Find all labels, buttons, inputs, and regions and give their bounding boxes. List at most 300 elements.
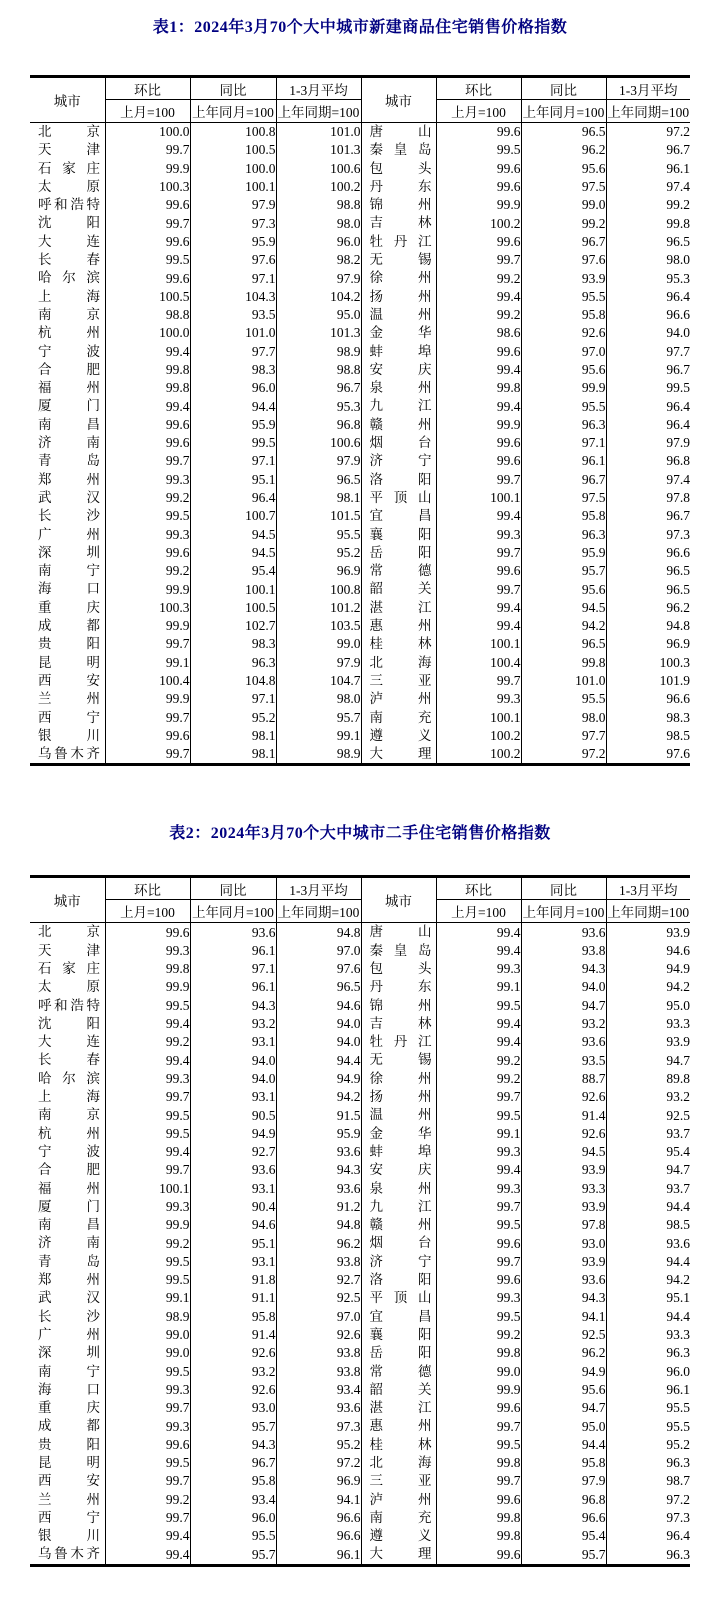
table-row	[30, 1417, 690, 1435]
value-cell: 95.5	[190, 1527, 276, 1545]
value-cell: 93.2	[521, 1015, 606, 1033]
value-cell: 93.9	[521, 1161, 606, 1179]
city-cell	[30, 1289, 105, 1307]
value-cell: 97.7	[190, 343, 276, 361]
city-cell	[361, 544, 436, 562]
value-cell: 97.7	[606, 343, 690, 361]
table-row	[30, 1344, 690, 1362]
city-cell	[30, 306, 105, 324]
city-cell	[361, 617, 436, 635]
city-cell	[361, 196, 436, 214]
city-cell	[30, 1491, 105, 1509]
table-row	[30, 251, 690, 269]
city-cell	[30, 978, 105, 996]
col-header-mom: 环比	[105, 77, 190, 100]
city-cell	[30, 1234, 105, 1252]
value-cell: 99.6	[436, 1399, 521, 1417]
city-cell	[361, 1363, 436, 1381]
city-cell	[361, 1472, 436, 1490]
city-name: 石 家 庄	[38, 160, 100, 176]
value-cell: 99.2	[436, 1326, 521, 1344]
value-cell: 98.9	[276, 343, 361, 361]
table1-header	[30, 77, 690, 123]
city-cell	[361, 1344, 436, 1362]
city-cell	[30, 123, 105, 142]
value-cell: 99.3	[436, 1143, 521, 1161]
value-cell: 99.5	[105, 251, 190, 269]
value-cell: 96.1	[190, 978, 276, 996]
value-cell: 94.4	[606, 1253, 690, 1271]
city-name: 南 昌	[38, 1217, 100, 1233]
value-cell: 100.3	[105, 599, 190, 617]
table-row	[30, 709, 690, 727]
city-cell	[30, 361, 105, 379]
value-cell: 95.3	[606, 269, 690, 287]
col-subheader-yoy: 上年同月=100	[190, 100, 276, 123]
new-home-price-table	[30, 75, 690, 766]
value-cell: 99.4	[436, 288, 521, 306]
value-cell: 96.3	[190, 654, 276, 672]
table-row	[30, 1216, 690, 1234]
table-row	[30, 1180, 690, 1198]
value-cell: 99.9	[105, 160, 190, 178]
city-cell	[361, 507, 436, 525]
value-cell: 94.7	[606, 1161, 690, 1179]
value-cell: 94.7	[606, 1051, 690, 1069]
city-name: 银 川	[38, 1528, 100, 1544]
city-name: 杭 州	[38, 1125, 100, 1141]
city-name: 徐 州	[369, 270, 432, 286]
city-cell	[30, 233, 105, 251]
value-cell: 96.0	[190, 379, 276, 397]
city-cell	[30, 1509, 105, 1527]
value-cell: 94.2	[276, 1088, 361, 1106]
value-cell: 95.1	[190, 1234, 276, 1252]
city-cell	[361, 397, 436, 415]
city-cell	[361, 214, 436, 232]
city-name: 沈 阳	[38, 1015, 100, 1031]
city-cell	[361, 1491, 436, 1509]
value-cell: 94.3	[190, 997, 276, 1015]
city-cell	[30, 178, 105, 196]
value-cell: 99.1	[436, 1125, 521, 1143]
city-cell	[30, 745, 105, 765]
city-cell	[30, 251, 105, 269]
value-cell: 101.0	[276, 123, 361, 142]
value-cell: 90.4	[190, 1198, 276, 1216]
value-cell: 96.3	[606, 1344, 690, 1362]
value-cell: 97.8	[606, 489, 690, 507]
table-row	[30, 1198, 690, 1216]
value-cell: 95.7	[521, 562, 606, 580]
table-row	[30, 397, 690, 415]
value-cell: 99.2	[521, 214, 606, 232]
city-cell	[361, 306, 436, 324]
value-cell: 99.7	[105, 1509, 190, 1527]
value-cell: 95.7	[276, 709, 361, 727]
city-cell	[361, 580, 436, 598]
value-cell: 96.0	[606, 1363, 690, 1381]
value-cell: 97.4	[606, 178, 690, 196]
value-cell: 94.9	[190, 1125, 276, 1143]
table-row	[30, 599, 690, 617]
city-name: 杭 州	[38, 325, 100, 341]
table-row	[30, 1472, 690, 1490]
value-cell: 99.6	[105, 923, 190, 942]
value-cell: 94.8	[276, 923, 361, 942]
value-cell: 97.6	[276, 960, 361, 978]
table2-title: 表2：2024年3月70个大中城市二手住宅销售价格指数	[169, 825, 551, 843]
table-row	[30, 544, 690, 562]
city-name: 北 海	[369, 1455, 432, 1470]
city-name: 重 庆	[38, 599, 100, 615]
value-cell: 93.8	[276, 1363, 361, 1381]
value-cell: 99.3	[105, 1070, 190, 1088]
value-cell: 99.9	[436, 416, 521, 434]
value-cell: 99.5	[436, 997, 521, 1015]
city-name: 徐 州	[369, 1070, 432, 1086]
city-name: 唐 山	[369, 124, 432, 139]
city-name: 韶 关	[369, 581, 432, 597]
city-cell	[30, 1033, 105, 1051]
value-cell: 96.5	[276, 471, 361, 489]
city-cell	[30, 635, 105, 653]
value-cell: 99.7	[105, 452, 190, 470]
city-name: 厦 门	[38, 1198, 100, 1214]
city-cell	[361, 1527, 436, 1545]
value-cell: 99.7	[436, 251, 521, 269]
city-name: 广 州	[38, 1326, 100, 1342]
value-cell: 99.5	[105, 1125, 190, 1143]
value-cell: 100.1	[190, 580, 276, 598]
value-cell: 95.7	[521, 1545, 606, 1565]
value-cell: 96.8	[606, 452, 690, 470]
value-cell: 99.4	[436, 617, 521, 635]
city-cell	[30, 997, 105, 1015]
value-cell: 95.7	[190, 1545, 276, 1565]
value-cell: 96.6	[276, 1509, 361, 1527]
city-name: 郑 州	[38, 471, 100, 487]
value-cell: 99.1	[105, 654, 190, 672]
city-cell	[361, 562, 436, 580]
table-row	[30, 1326, 690, 1344]
city-name: 宜 昌	[369, 508, 432, 524]
city-cell	[361, 1015, 436, 1033]
city-name: 韶 关	[369, 1381, 432, 1397]
value-cell: 94.5	[190, 544, 276, 562]
value-cell: 99.5	[105, 1253, 190, 1271]
city-name: 吉 林	[369, 1015, 432, 1031]
city-cell	[30, 324, 105, 342]
table-row	[30, 1161, 690, 1179]
city-name: 太 原	[38, 979, 100, 995]
value-cell: 95.9	[276, 1125, 361, 1143]
table-row	[30, 672, 690, 690]
value-cell: 90.5	[190, 1106, 276, 1124]
value-cell: 93.9	[606, 1033, 690, 1051]
city-cell	[361, 1180, 436, 1198]
value-cell: 99.4	[436, 1015, 521, 1033]
city-name: 无 锡	[369, 1052, 432, 1068]
city-cell	[30, 1015, 105, 1033]
col-subheader-mom: 上月=100	[436, 100, 521, 123]
table-row	[30, 214, 690, 232]
value-cell: 99.7	[436, 1088, 521, 1106]
value-cell: 99.4	[105, 1527, 190, 1545]
value-cell: 93.6	[276, 1143, 361, 1161]
city-name: 长 春	[38, 252, 100, 268]
value-cell: 97.0	[521, 343, 606, 361]
city-cell	[30, 397, 105, 415]
city-name: 厦 门	[38, 398, 100, 414]
col-header-mom: 环比	[436, 77, 521, 100]
city-cell	[30, 507, 105, 525]
value-cell: 99.5	[105, 507, 190, 525]
value-cell: 96.5	[606, 233, 690, 251]
city-name: 锦 州	[369, 197, 432, 213]
value-cell: 98.5	[606, 1216, 690, 1234]
city-name: 大 理	[369, 1546, 432, 1562]
value-cell: 100.2	[436, 727, 521, 745]
value-cell: 96.7	[606, 361, 690, 379]
city-name: 蚌 埠	[369, 1143, 432, 1159]
value-cell: 93.2	[190, 1363, 276, 1381]
table-row	[30, 452, 690, 470]
value-cell: 100.2	[276, 178, 361, 196]
table-row	[30, 1308, 690, 1326]
table-row	[30, 1015, 690, 1033]
value-cell: 93.4	[190, 1491, 276, 1509]
city-name: 乌 鲁 木 齐	[38, 1546, 100, 1562]
value-cell: 96.7	[521, 471, 606, 489]
value-cell: 99.9	[436, 1381, 521, 1399]
city-cell	[361, 727, 436, 745]
city-name: 惠 州	[369, 618, 432, 634]
col-header-city: 城市	[30, 77, 105, 123]
city-cell	[361, 123, 436, 142]
city-name: 成 都	[38, 1418, 100, 1434]
city-cell	[361, 1216, 436, 1234]
value-cell: 94.3	[190, 1436, 276, 1454]
value-cell: 95.4	[606, 1143, 690, 1161]
value-cell: 99.5	[105, 1106, 190, 1124]
value-cell: 99.9	[105, 580, 190, 598]
value-cell: 100.8	[190, 123, 276, 142]
city-name: 赣 州	[369, 416, 432, 432]
city-name: 广 州	[38, 526, 100, 542]
value-cell: 99.9	[436, 196, 521, 214]
value-cell: 92.5	[521, 1326, 606, 1344]
value-cell: 96.7	[276, 379, 361, 397]
value-cell: 99.5	[606, 379, 690, 397]
value-cell: 96.3	[606, 1545, 690, 1565]
city-name: 长 沙	[38, 508, 100, 524]
value-cell: 100.5	[105, 288, 190, 306]
city-name: 深 圳	[38, 1345, 100, 1361]
value-cell: 100.1	[190, 178, 276, 196]
table-row	[30, 269, 690, 287]
value-cell: 99.4	[105, 1545, 190, 1565]
value-cell: 96.1	[606, 1381, 690, 1399]
city-cell	[30, 1106, 105, 1124]
value-cell: 99.6	[105, 544, 190, 562]
city-name: 天 津	[38, 942, 100, 958]
value-cell: 97.2	[606, 123, 690, 142]
city-cell	[30, 727, 105, 745]
city-cell	[361, 324, 436, 342]
city-cell	[30, 690, 105, 708]
value-cell: 99.2	[606, 196, 690, 214]
city-name: 岳 阳	[369, 1345, 432, 1361]
city-name: 北 京	[38, 124, 100, 139]
city-cell	[361, 471, 436, 489]
col-header-avg: 1-3月平均	[606, 77, 690, 100]
value-cell: 97.3	[606, 1509, 690, 1527]
value-cell: 99.6	[436, 123, 521, 142]
value-cell: 99.0	[276, 635, 361, 653]
table-row	[30, 617, 690, 635]
value-cell: 99.7	[105, 1399, 190, 1417]
city-name: 贵 阳	[38, 636, 100, 652]
value-cell: 99.6	[436, 160, 521, 178]
city-name: 武 汉	[38, 489, 100, 505]
city-cell	[361, 1234, 436, 1252]
city-cell	[361, 1326, 436, 1344]
value-cell: 94.9	[521, 1363, 606, 1381]
value-cell: 98.8	[105, 306, 190, 324]
city-cell	[30, 1143, 105, 1161]
table-row	[30, 343, 690, 361]
table-row	[30, 690, 690, 708]
value-cell: 96.2	[276, 1234, 361, 1252]
city-cell	[30, 379, 105, 397]
city-cell	[361, 1454, 436, 1472]
city-name: 太 原	[38, 178, 100, 194]
city-name: 成 都	[38, 618, 100, 634]
value-cell: 92.5	[606, 1106, 690, 1124]
city-cell	[30, 434, 105, 452]
city-name: 郑 州	[38, 1272, 100, 1288]
city-cell	[30, 1436, 105, 1454]
city-name: 安 庆	[369, 361, 432, 377]
table-row	[30, 416, 690, 434]
city-name: 包 头	[369, 960, 432, 976]
value-cell: 99.1	[105, 1289, 190, 1307]
value-cell: 99.2	[436, 269, 521, 287]
value-cell: 99.3	[436, 690, 521, 708]
value-cell: 99.7	[105, 141, 190, 159]
col-subheader-mom: 上月=100	[436, 900, 521, 923]
col-header-avg: 1-3月平均	[276, 877, 361, 900]
value-cell: 93.0	[521, 1234, 606, 1252]
value-cell: 94.3	[521, 1289, 606, 1307]
city-name: 宁 波	[38, 343, 100, 359]
value-cell: 99.6	[105, 269, 190, 287]
city-name: 宁 波	[38, 1143, 100, 1159]
value-cell: 94.4	[276, 1051, 361, 1069]
value-cell: 95.9	[521, 544, 606, 562]
city-cell	[30, 1180, 105, 1198]
city-name: 兰 州	[38, 691, 100, 707]
value-cell: 95.5	[521, 397, 606, 415]
table-row	[30, 471, 690, 489]
value-cell: 98.0	[276, 690, 361, 708]
value-cell: 92.6	[190, 1381, 276, 1399]
value-cell: 100.3	[105, 178, 190, 196]
table2-header	[30, 877, 690, 923]
value-cell: 94.8	[606, 617, 690, 635]
city-cell	[361, 1545, 436, 1565]
value-cell: 99.6	[105, 416, 190, 434]
value-cell: 99.3	[436, 960, 521, 978]
city-cell	[361, 1106, 436, 1124]
city-name: 上 海	[38, 288, 100, 304]
city-name: 金 华	[369, 1125, 432, 1141]
city-cell	[30, 942, 105, 960]
value-cell: 93.6	[190, 923, 276, 942]
value-cell: 94.4	[521, 1436, 606, 1454]
value-cell: 99.9	[105, 978, 190, 996]
value-cell: 95.8	[190, 1472, 276, 1490]
value-cell: 96.6	[606, 544, 690, 562]
value-cell: 95.4	[190, 562, 276, 580]
city-name: 西 宁	[38, 709, 100, 725]
value-cell: 95.1	[190, 471, 276, 489]
value-cell: 99.0	[105, 1326, 190, 1344]
value-cell: 99.8	[521, 654, 606, 672]
table-row	[30, 562, 690, 580]
value-cell: 99.2	[436, 1051, 521, 1069]
value-cell: 96.2	[606, 599, 690, 617]
city-name: 西 宁	[38, 1509, 100, 1525]
value-cell: 100.1	[436, 489, 521, 507]
city-name: 西 安	[38, 672, 100, 688]
value-cell: 96.3	[606, 1454, 690, 1472]
city-name: 湛 江	[369, 599, 432, 615]
value-cell: 96.2	[521, 141, 606, 159]
city-cell	[361, 233, 436, 251]
city-cell	[361, 1308, 436, 1326]
value-cell: 95.6	[521, 361, 606, 379]
city-name: 泸 州	[369, 1491, 432, 1507]
value-cell: 93.1	[190, 1033, 276, 1051]
city-cell	[361, 599, 436, 617]
value-cell: 92.6	[521, 1088, 606, 1106]
table-row	[30, 306, 690, 324]
value-cell: 99.9	[105, 690, 190, 708]
city-name: 烟 台	[369, 435, 432, 451]
value-cell: 96.3	[521, 526, 606, 544]
value-cell: 100.0	[105, 123, 190, 142]
value-cell: 94.8	[276, 1216, 361, 1234]
col-subheader-avg: 上年同期=100	[276, 100, 361, 123]
value-cell: 99.3	[105, 526, 190, 544]
value-cell: 99.7	[105, 635, 190, 653]
value-cell: 99.6	[105, 727, 190, 745]
city-name: 扬 州	[369, 288, 432, 304]
value-cell: 100.3	[606, 654, 690, 672]
value-cell: 99.4	[436, 1161, 521, 1179]
value-cell: 99.7	[436, 1417, 521, 1435]
city-name: 平 顶 山	[369, 1290, 432, 1306]
value-cell: 104.7	[276, 672, 361, 690]
value-cell: 99.0	[105, 1344, 190, 1362]
value-cell: 99.3	[436, 1180, 521, 1198]
value-cell: 99.4	[436, 361, 521, 379]
value-cell: 95.2	[606, 1436, 690, 1454]
value-cell: 93.5	[190, 306, 276, 324]
city-name: 深 圳	[38, 544, 100, 560]
